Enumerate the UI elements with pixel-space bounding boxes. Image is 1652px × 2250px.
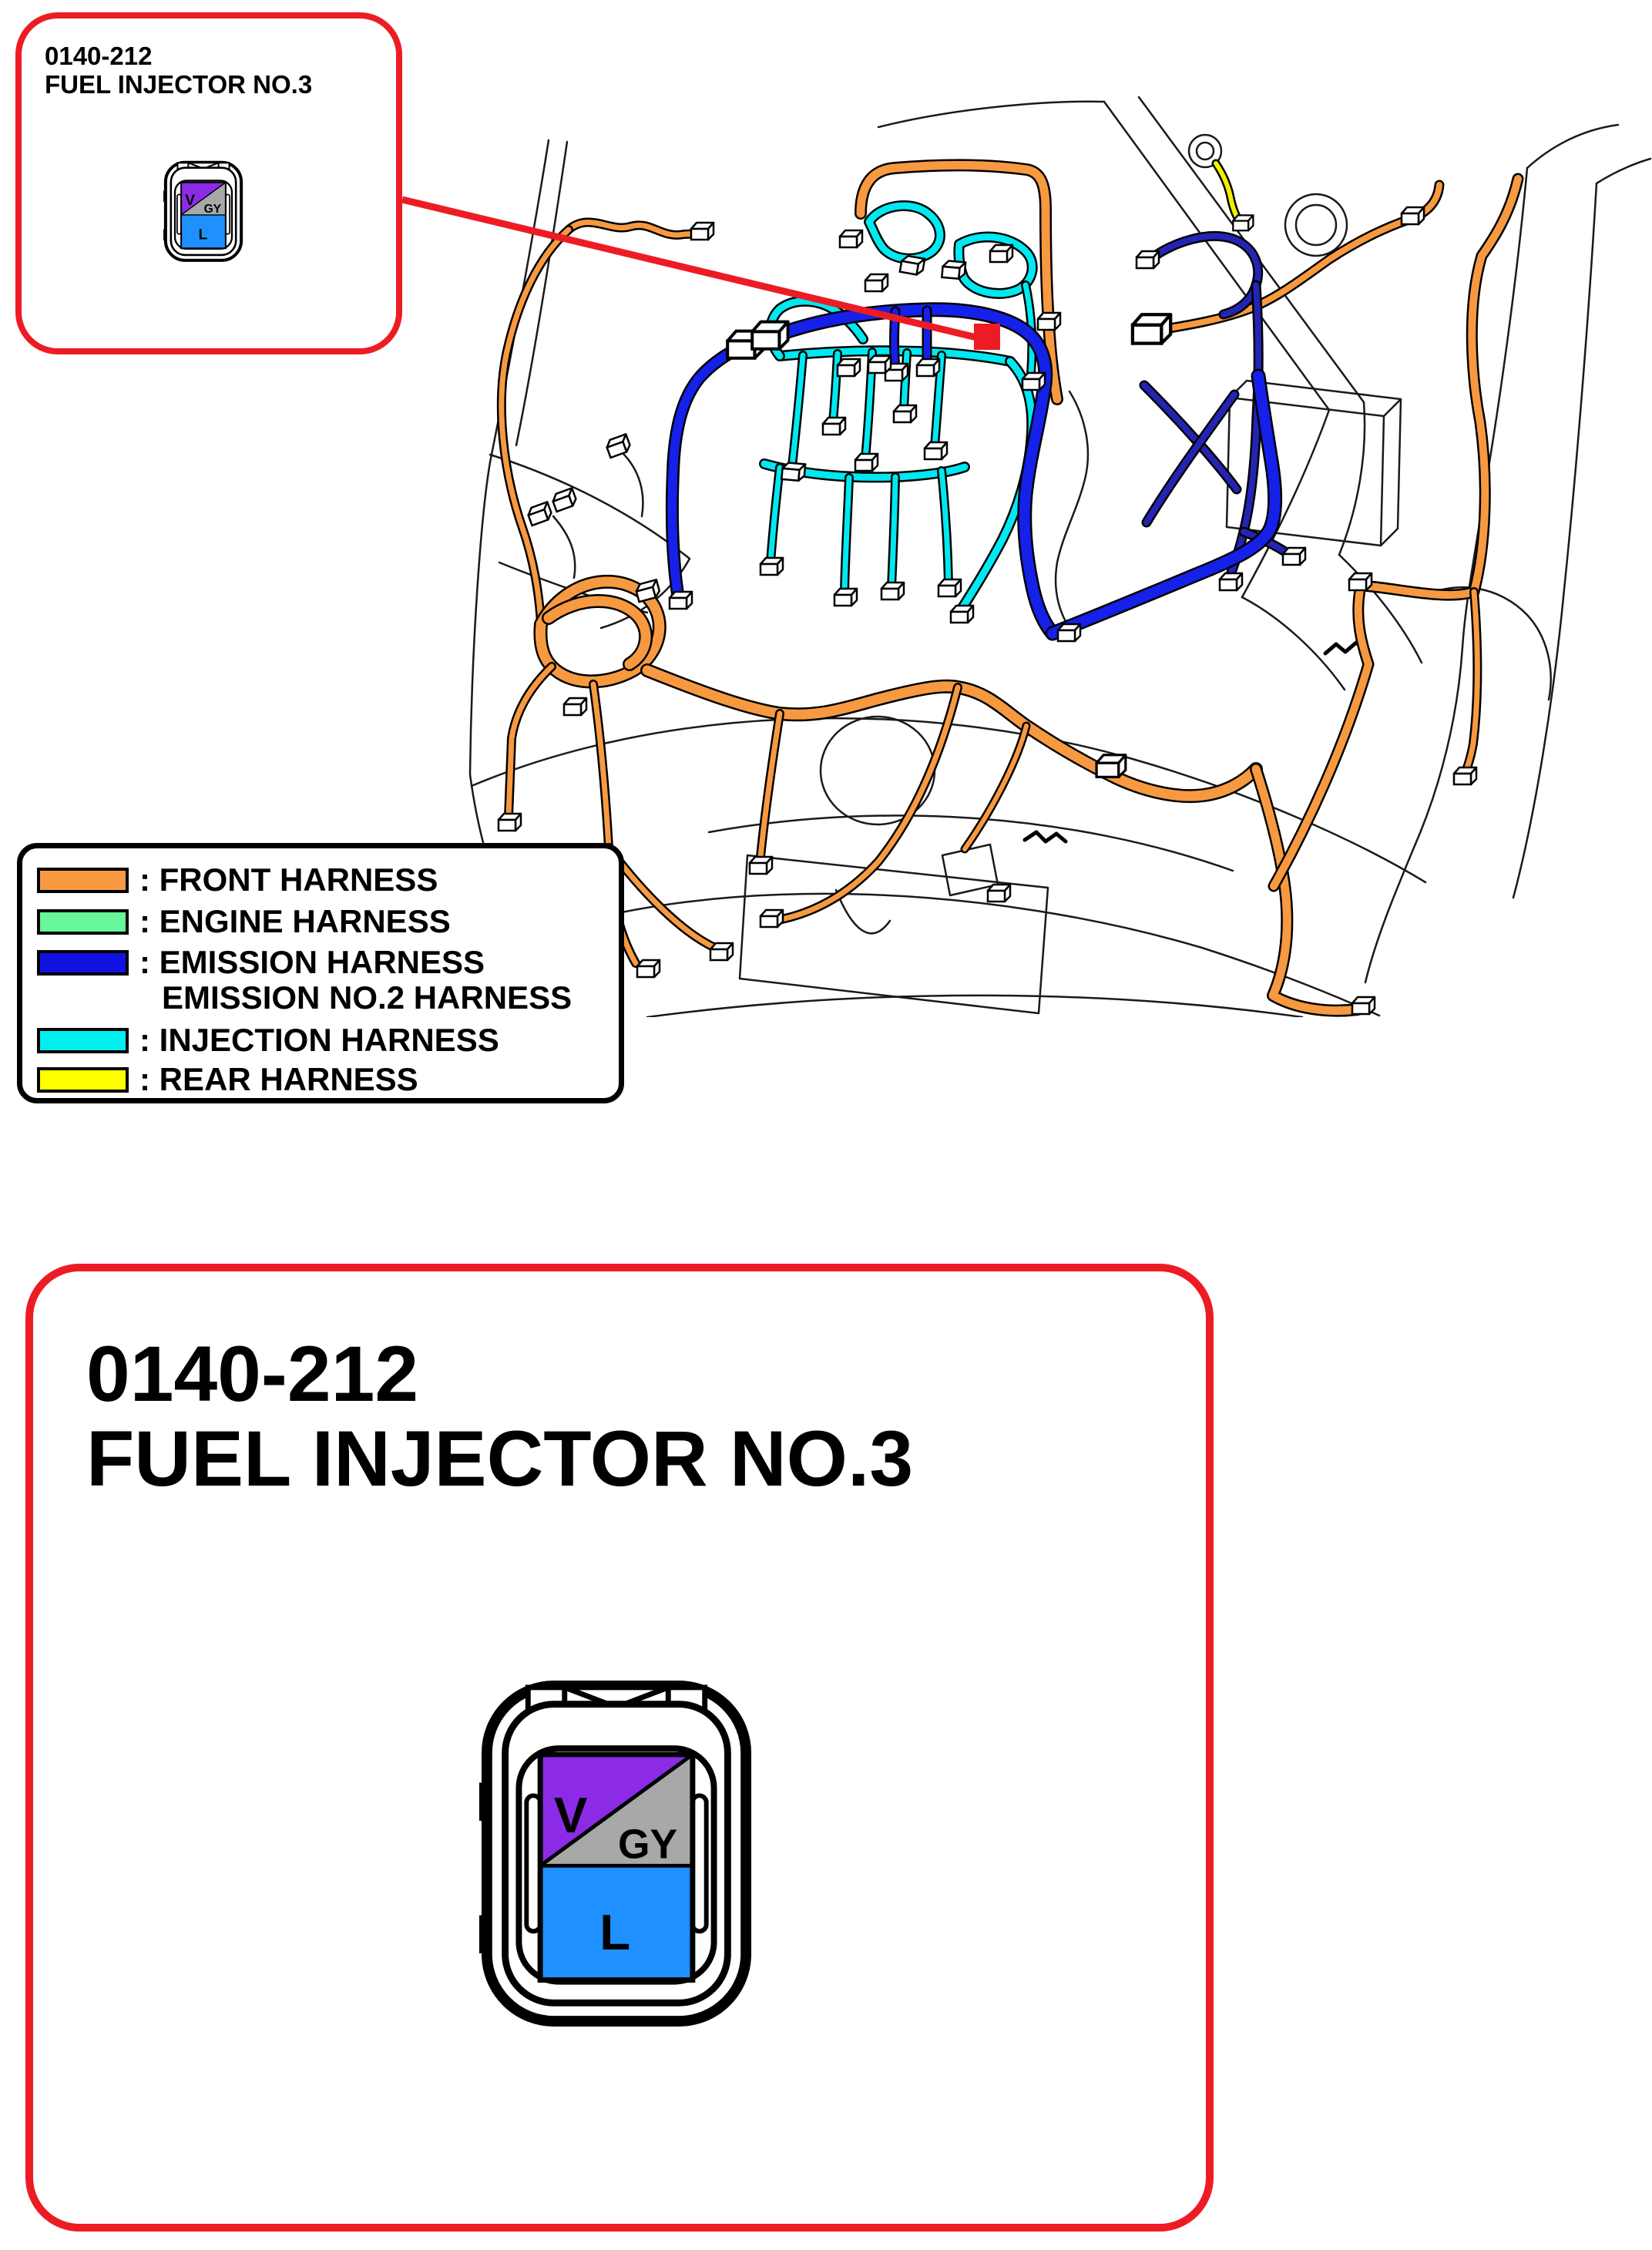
legend-swatch-injection	[37, 1028, 129, 1053]
callout-title-line1: 0140-212	[45, 42, 153, 70]
detail-connector	[479, 1674, 754, 2032]
legend	[17, 843, 624, 1103]
pin-gy-label: GY	[203, 203, 222, 217]
pin-gy-label: GY	[617, 1822, 678, 1868]
legend-label-rear: : REAR HARNESS	[139, 1061, 418, 1097]
callout-connector	[163, 159, 243, 264]
legend-swatch-emission	[37, 950, 129, 976]
detail-title	[86, 1332, 913, 1501]
pin-v-label: V	[185, 193, 196, 210]
legend-swatch-front	[37, 868, 129, 893]
pin-v-label: V	[553, 1786, 588, 1843]
pin-l-label: L	[599, 1904, 631, 1961]
callout-title	[45, 42, 312, 99]
pin-l-label: L	[198, 227, 208, 243]
legend-label-injection: : INJECTION HARNESS	[139, 1022, 499, 1058]
detail-title-line2: FUEL INJECTOR NO.3	[86, 1415, 914, 1503]
rear-harness	[1216, 163, 1241, 223]
car-body-outline	[470, 97, 1650, 1017]
callout-title-line2: FUEL INJECTOR NO.3	[45, 70, 313, 99]
legend-swatch-rear	[37, 1067, 129, 1093]
license-plate	[740, 855, 1048, 1013]
legend-label-engine: : ENGINE HARNESS	[139, 903, 451, 939]
legend-label-emission2: EMISSION NO.2 HARNESS	[162, 979, 572, 1016]
detail-title-line1: 0140-212	[86, 1330, 419, 1418]
callout-box	[15, 12, 402, 354]
legend-swatch-engine	[37, 909, 129, 935]
legend-label-front: : FRONT HARNESS	[139, 861, 438, 898]
legend-label-emission: : EMISSION HARNESS	[139, 944, 485, 980]
